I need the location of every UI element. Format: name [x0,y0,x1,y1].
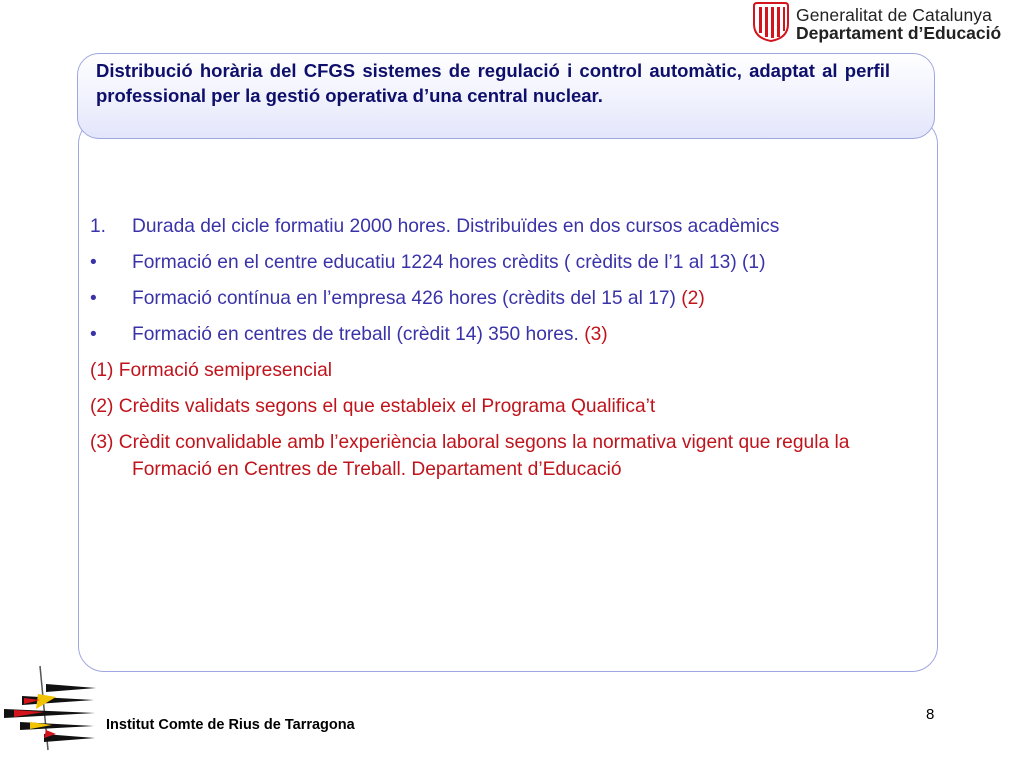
page-number: 8 [926,706,935,723]
org-name-line2: Departament d’Educació [796,23,1002,43]
title-panel [77,53,935,139]
footnote: (1) Formació semipresencial [90,360,333,381]
content-list [90,213,913,492]
footnote: (2) Crèdits validats segons el que estableix el Programa Qualifica’t [90,396,656,417]
list-item-text: Durada del cicle formatiu 2000 hores. Distribuïdes en dos cursos acadèmics [132,216,780,237]
generalitat-logo [752,2,1020,44]
generalitat-emblem-icon [752,2,790,42]
list-item [90,213,913,240]
bullet-marker: • [90,324,97,345]
bullet-marker: • [90,288,97,309]
bullet-marker: • [90,252,97,273]
list-item-text: Formació contínua en l’empresa 426 hores (crèdits del 15 al 17) [132,288,682,309]
list-item [90,249,913,276]
institute-logo [0,664,100,754]
list-item [90,321,913,348]
footnote: (3) Crèdit convalidable amb l’experiència laboral segons la normativa vigent que regula la Formació en Centres de Treball. Departament d’Educació [90,432,850,480]
org-name-line1: Generalitat de Catalunya [796,5,992,25]
reference-mark: (2) [681,288,705,309]
institute-emblem-icon [0,664,100,754]
reference-mark: (3) [584,324,608,345]
institute-name: Institut Comte de Rius de Tarragona [106,717,355,733]
slide-title: Distribució horària del CFGS sistemes de regulació i control automàtic, adaptat al perfil professional per la gestió operativa d’una central nuclear. [96,60,890,106]
list-item-text: Formació en el centre educatiu 1224 hores crèdits ( crèdits de l’1 al 13) (1) [132,252,766,273]
list-item [90,285,913,312]
list-marker: 1. [90,216,107,237]
list-item-text: Formació en centres de treball (crèdit 14) 350 hores. [132,324,585,345]
